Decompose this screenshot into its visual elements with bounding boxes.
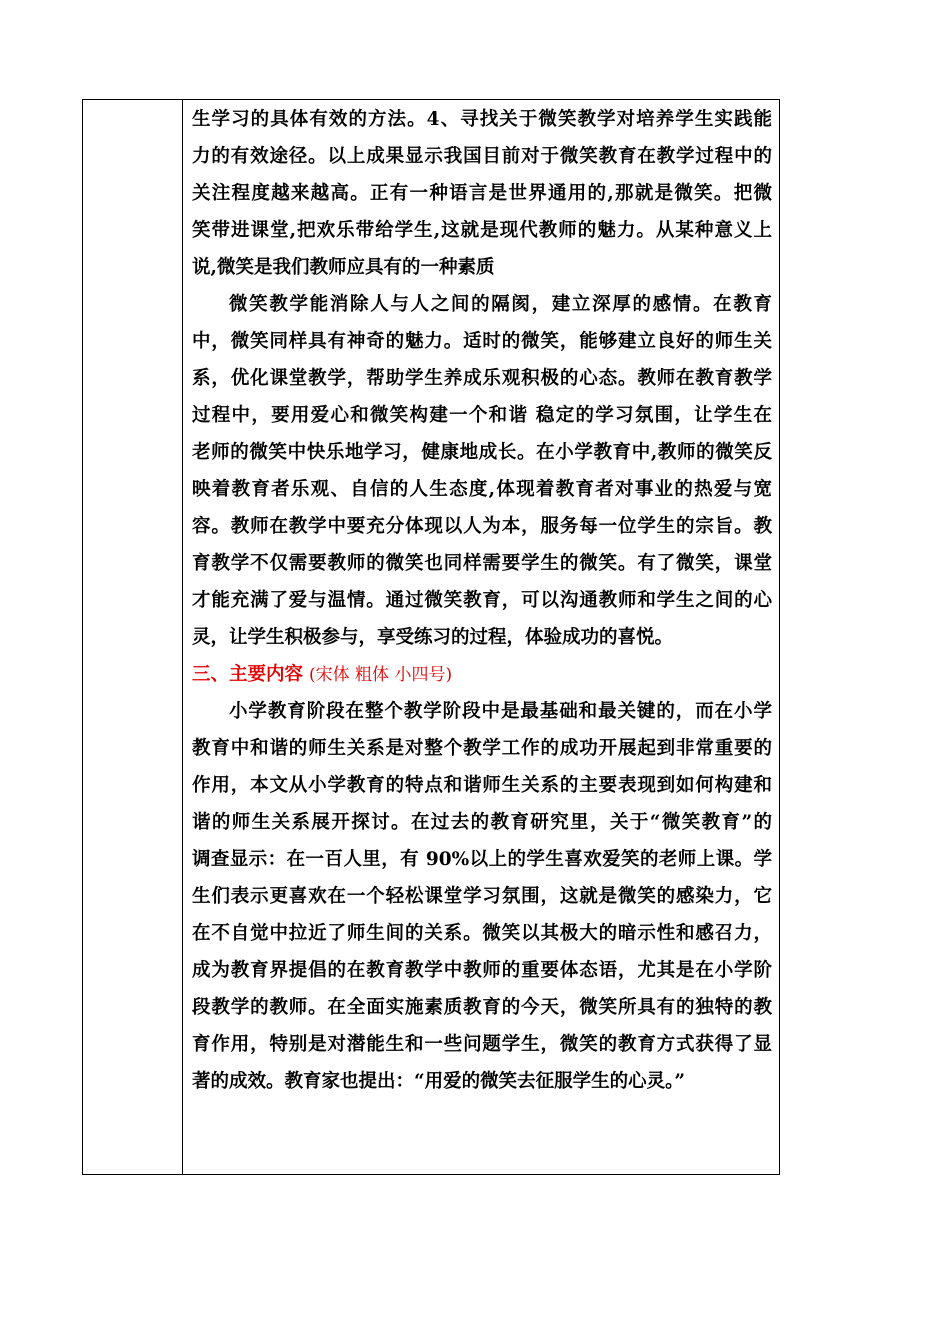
section-heading-title: 三、主要内容 bbox=[192, 664, 304, 685]
text-line: 育作用，特别是对潜能生和一些问题学生，微笑的教育方式获得了显 bbox=[192, 1034, 772, 1055]
text-line: 微笑教学能消除人与人之间的隔阂，建立深厚的感情。在教育 bbox=[229, 294, 772, 315]
text-line: 育教学不仅需要教师的微笑也同样需要学生的微笑。有了微笑，课堂 bbox=[192, 553, 772, 574]
text-line: 成为教育界提倡的在教育教学中教师的重要体态语，尤其是在小学阶 bbox=[192, 960, 772, 981]
text-line: 在不自觉中拉近了师生间的关系。微笑以其极大的暗示性和感召力， bbox=[192, 923, 772, 944]
text-line: 中，微笑同样具有神奇的魅力。适时的微笑，能够建立良好的师生关 bbox=[192, 331, 772, 352]
text-line: 系，优化课堂教学，帮助学生养成乐观积极的心态。教师在教育教学 bbox=[192, 368, 772, 389]
label-column-cell bbox=[83, 100, 183, 1174]
text-line: 生学习的具体有效的方法。4、寻找关于微笑教学对培养学生实践能 bbox=[192, 109, 772, 130]
text-line: 生们表示更喜欢在一个轻松课堂学习氛围，这就是微笑的感染力，它 bbox=[192, 886, 772, 907]
text-line: 老师的微笑中快乐地学习，健康地成长。在小学教育中,教师的微笑反 bbox=[192, 442, 772, 463]
text-line: 小学教育阶段在整个教学阶段中是最基础和最关键的，而在小学 bbox=[229, 701, 772, 722]
form-table bbox=[82, 99, 780, 1175]
paragraph-2 bbox=[192, 286, 772, 656]
text-line: 才能充满了爱与温情。通过微笑教育，可以沟通教师和学生之间的心 bbox=[192, 590, 772, 611]
text-line: 调查显示：在一百人里，有 90%以上的学生喜欢爱笑的老师上课。学 bbox=[192, 849, 772, 870]
text-line: 容。教师在教学中要充分体现以人为本，服务每一位学生的宗旨。教 bbox=[192, 516, 772, 537]
section-heading-format-note: (宋体 粗体 小四号) bbox=[309, 665, 453, 685]
text-line: 灵，让学生积极参与，享受练习的过程，体验成功的喜悦。 bbox=[192, 627, 674, 648]
text-line: 著的成效。教育家也提出：“用爱的微笑去征服学生的心灵。” bbox=[192, 1071, 686, 1092]
text-line: 谐的师生关系展开探讨。在过去的教育研究里，关于“微笑教育”的 bbox=[192, 812, 772, 833]
text-line: 关注程度越来越高。正有一种语言是世界通用的,那就是微笑。把微 bbox=[192, 183, 772, 204]
text-line: 教育中和谐的师生关系是对整个教学工作的成功开展起到非常重要的 bbox=[192, 738, 772, 759]
text-line: 段教学的教师。在全面实施素质教育的今天，微笑所具有的独特的教 bbox=[192, 997, 772, 1018]
paragraph-1 bbox=[192, 101, 772, 286]
paragraph-3 bbox=[192, 693, 772, 1100]
text-line: 笑带进课堂,把欢乐带给学生,这就是现代教师的魅力。从某种意义上 bbox=[192, 220, 772, 241]
content-cell bbox=[183, 100, 779, 1174]
text-line: 过程中，要用爱心和微笑构建一个和谐 稳定的学习氛围，让学生在 bbox=[192, 405, 772, 426]
text-line: 说,微笑是我们教师应具有的一种素质 bbox=[192, 257, 495, 278]
text-line: 作用，本文从小学教育的特点和谐师生关系的主要表现到如何构建和 bbox=[192, 775, 772, 796]
text-line: 映着教育者乐观、自信的人生态度,体现着教育者对事业的热爱与宽 bbox=[192, 479, 772, 500]
section-heading bbox=[192, 656, 772, 693]
text-line: 力的有效途径。以上成果显示我国目前对于微笑教育在教学过程中的 bbox=[192, 146, 772, 167]
